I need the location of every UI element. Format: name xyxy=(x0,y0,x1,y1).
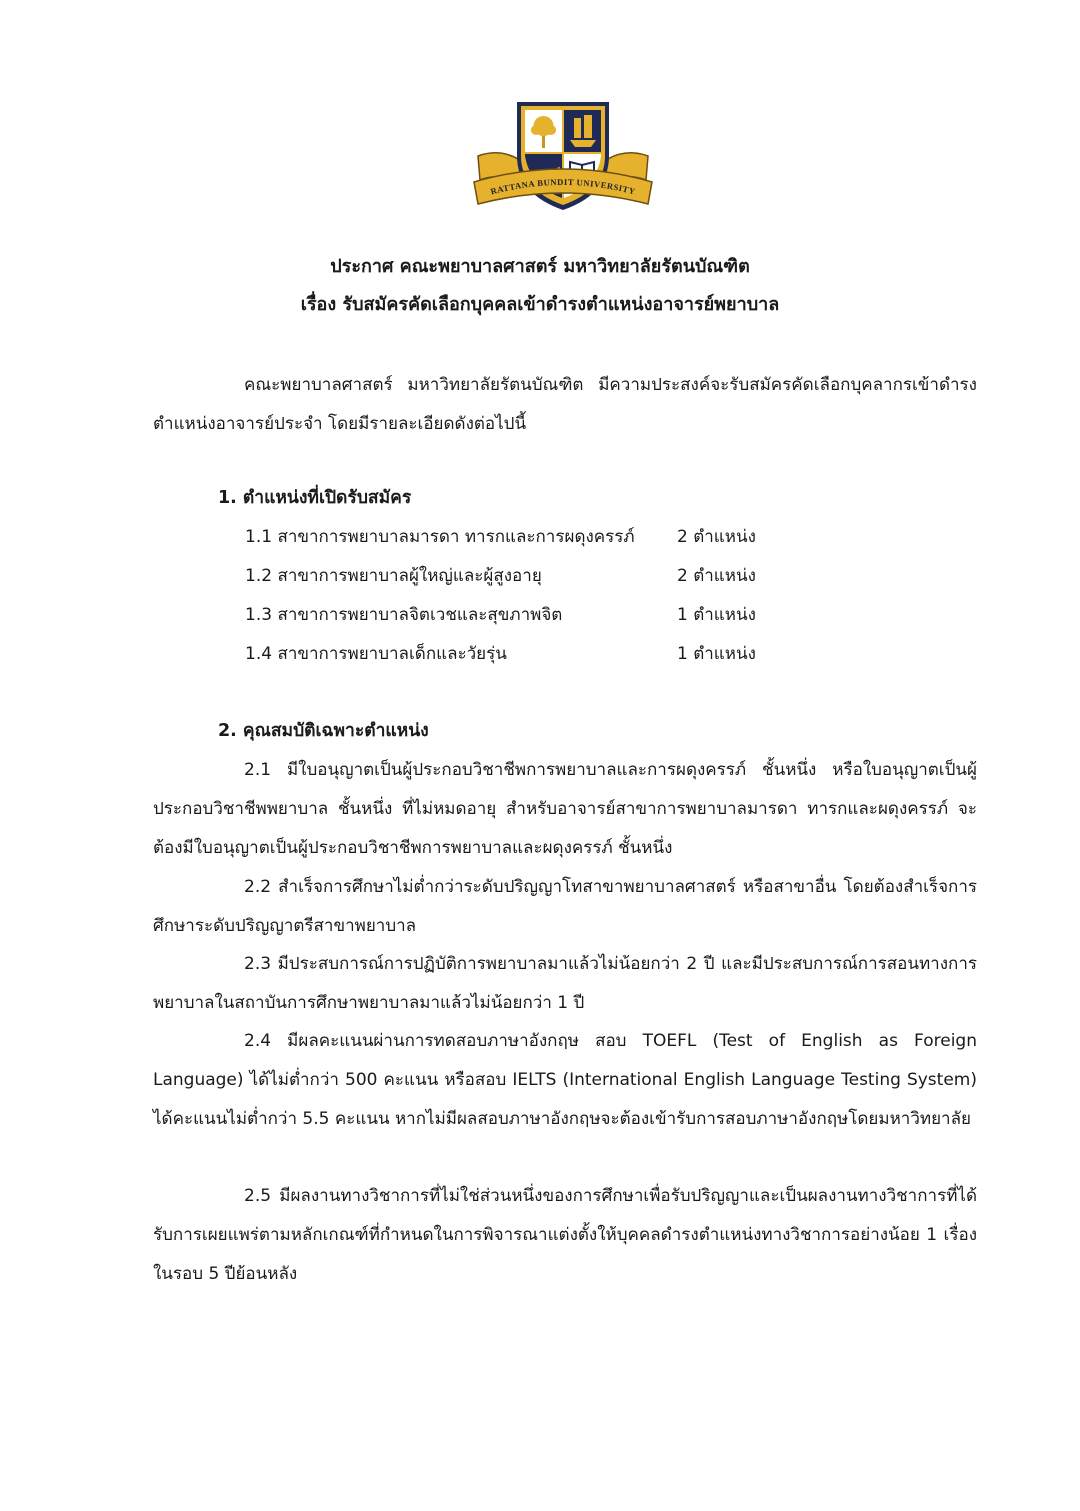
position-count: 2 ตำแหน่ง xyxy=(677,527,756,547)
position-name: 1.1 สาขาการพยาบาลมารดา ทารกและการผดุงครรภ์ xyxy=(245,527,635,547)
position-row xyxy=(245,639,805,669)
position-count: 1 ตำแหน่ง xyxy=(677,605,756,625)
position-count: 2 ตำแหน่ง xyxy=(677,566,756,586)
qualification-item: 2.5 มีผลงานทางวิชาการที่ไม่ใช่ส่วนหนึ่งของการศึกษาเพื่อรับปริญญาและเป็นผลงานทางวิชาการที่ได้รับการเผยแพร่ตามหลักเกณฑ์ที่กำหนดในการพิจารณาแต่งตั้งให้บุคคลดำรงตำแหน่งทางวิชาการอย่างน้อย 1 เรื่อง ในรอบ 5 ปีย้อนหลัง xyxy=(153,1186,977,1284)
section-1-heading: 1. ตำแหน่งที่เปิดรับสมัคร xyxy=(218,488,412,508)
qualification-item: 2.4 มีผลคะแนนผ่านการทดสอบภาษาอังกฤษ สอบ TOEFL (Test of English as Foreign Language) ได้ไม่ต่ำกว่า 500 คะแนน หรือสอบ IELTS (International English Language Testing System) ได้คะแนนไม่ต่ำกว่า 5.5 คะแนน หากไม่มีผลสอบภาษาอังกฤษจะต้องเข้ารับการสอบภาษาอังกฤษโดยมหาวิทยาลัย xyxy=(153,1031,977,1129)
section-2-heading: 2. คุณสมบัติเฉพาะตำแหน่ง xyxy=(218,721,429,741)
position-name: 1.4 สาขาการพยาบาลเด็กและวัยรุ่น xyxy=(245,644,507,664)
position-count: 1 ตำแหน่ง xyxy=(677,644,756,664)
svg-text:RATTANA BUNDIT UNIVERSITY: RATTANA BUNDIT UNIVERSITY xyxy=(489,176,637,197)
position-row xyxy=(245,522,805,552)
qualification-item: 2.3 มีประสบการณ์การปฏิบัติการพยาบาลมาแล้วไม่น้อยกว่า 2 ปี และมีประสบการณ์การสอนทางการพยาบาลในสถาบันการศึกษาพยาบาลมาแล้วไม่น้อยกว่า 1 ปี xyxy=(153,954,977,1013)
position-row xyxy=(245,600,805,630)
position-name: 1.3 สาขาการพยาบาลจิตเวชและสุขภาพจิต xyxy=(245,605,563,625)
intro-paragraph: คณะพยาบาลศาสตร์ มหาวิทยาลัยรัตนบัณฑิต มีความประสงค์จะรับสมัครคัดเลือกบุคลากรเข้าดำรงตำแหน่งอาจารย์ประจำ โดยมีรายละเอียดดังต่อไปนี้ xyxy=(153,375,977,434)
university-crest-logo xyxy=(470,98,656,220)
position-name: 1.2 สาขาการพยาบาลผู้ใหญ่และผู้สูงอายุ xyxy=(245,566,542,586)
qualification-item: 2.1 มีใบอนุญาตเป็นผู้ประกอบวิชาชีพการพยาบาลและการผดุงครรภ์ ชั้นหนึ่ง หรือใบอนุญาตเป็นผู้ประกอบวิชาชีพพยาบาล ชั้นหนึ่ง ที่ไม่หมดอายุ สำหรับอาจารย์สาขาการพยาบาลมารดา ทารกและผดุงครรภ์ จะต้องมีใบอนุญาตเป็นผู้ประกอบวิชาชีพการพยาบาลและผดุงครรภ์ ชั้นหนึ่ง xyxy=(153,760,977,858)
qualification-item: 2.2 สำเร็จการศึกษาไม่ต่ำกว่าระดับปริญญาโทสาขาพยาบาลศาสตร์ หรือสาขาอื่น โดยต้องสำเร็จการศึกษาระดับปริญญาตรีสาขาพยาบาล xyxy=(153,877,977,936)
announcement-subject: เรื่อง รับสมัครคัดเลือกบุคคลเข้าดำรงตำแหน่งอาจารย์พยาบาล xyxy=(300,294,780,315)
position-row xyxy=(245,561,805,591)
announcement-title: ประกาศ คณะพยาบาลศาสตร์ มหาวิทยาลัยรัตนบัณฑิต xyxy=(330,256,750,277)
